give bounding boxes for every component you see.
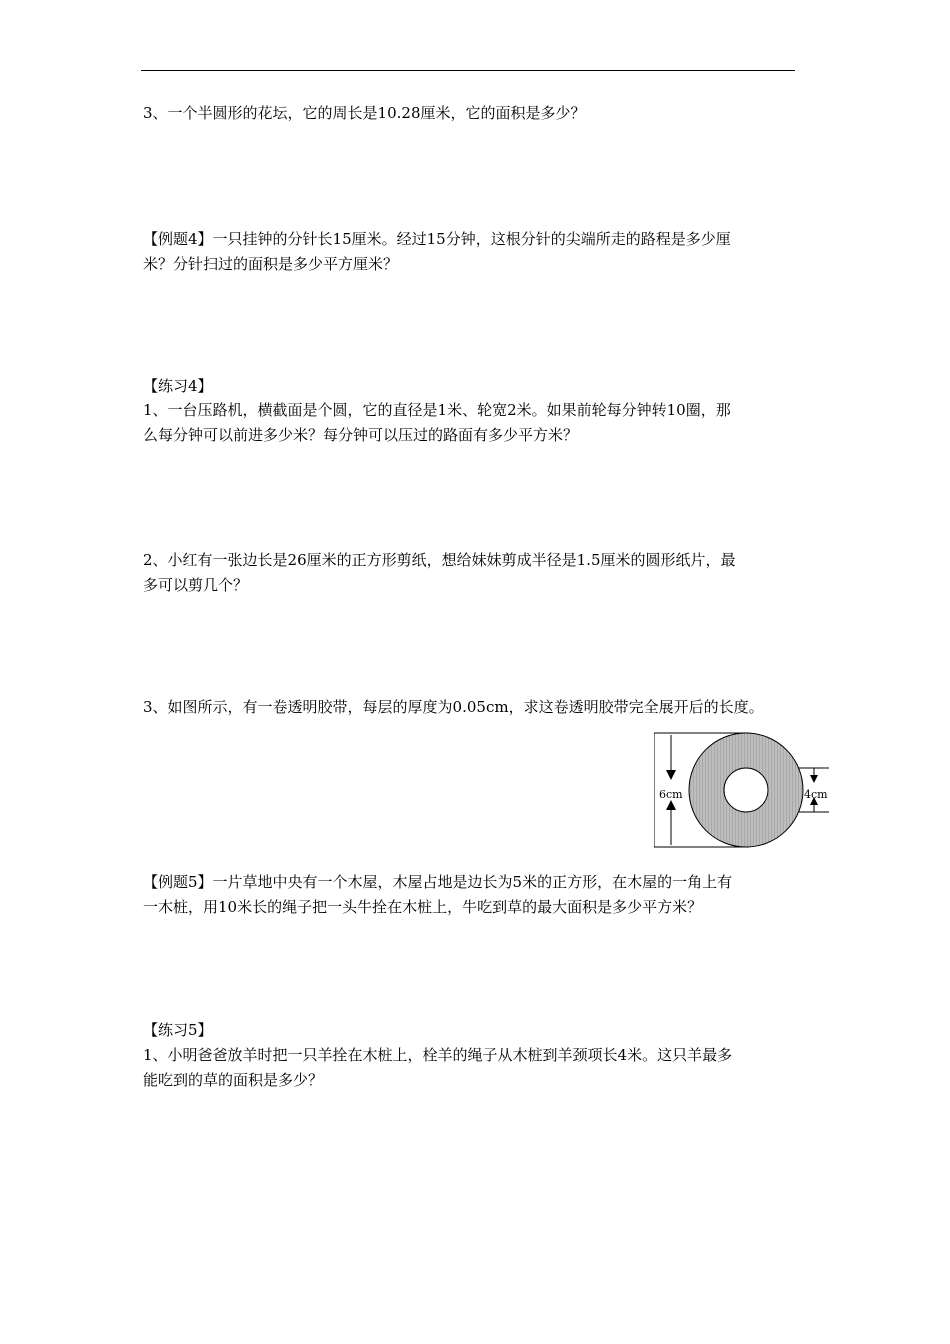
- practice-4-q3-line: 3、如图所示，有一卷透明胶带，每层的厚度为0.05cm，求这卷透明胶带完全展开后的长度。: [143, 698, 764, 716]
- q3-semicircle-line: 3、一个半圆形的花坛，它的周长是10.28厘米，它的面积是多少？: [143, 104, 586, 122]
- arrow-down-icon: [666, 770, 676, 780]
- q3-semicircle: [143, 101, 809, 126]
- practice-4-q2-line: 多可以剪几个？: [143, 576, 249, 594]
- outer-diameter-label: 6cm: [659, 788, 683, 801]
- arrow-up-icon: [666, 800, 676, 810]
- practice-4-heading: [143, 374, 809, 399]
- example-4: [143, 227, 809, 277]
- practice-4-q1: [143, 398, 809, 448]
- tape-inner-hole: [724, 768, 768, 812]
- practice-4-q1-line: 1、一台压路机，横截面是个圆，它的直径是1米、轮宽2米。如果前轮每分钟转10圈，那: [143, 401, 731, 419]
- example-5-line: 【例题5】一片草地中央有一个木屋，木屋占地是边长为5米的正方形，在木屋的一角上有: [143, 873, 733, 891]
- practice-5-q1-line: 1、小明爸爸放羊时把一只羊拴在木桩上，栓羊的绳子从木桩到羊颈项长4米。这只羊最多: [143, 1046, 733, 1064]
- example-5: [143, 870, 809, 920]
- practice-5-heading: [143, 1018, 809, 1043]
- practice-5-q1: [143, 1043, 809, 1093]
- header-rule: [141, 70, 795, 71]
- example-4-line: 米？分针扫过的面积是多少平方厘米？: [143, 255, 399, 273]
- practice-4-q2: [143, 548, 809, 598]
- example-4-line: 【例题4】一只挂钟的分针长15厘米。经过15分钟，这根分针的尖端所走的路程是多少厘: [143, 230, 731, 248]
- inner-diameter-label: 4cm: [804, 788, 828, 801]
- arrow-down-icon: [810, 775, 818, 783]
- practice-5-q1-line: 能吃到的草的面积是多少？: [143, 1071, 324, 1089]
- practice-4-heading-line: 【练习4】: [143, 377, 213, 395]
- practice-4-q2-line: 2、小红有一张边长是26厘米的正方形剪纸，想给妹妹剪成半径是1.5厘米的圆形纸片，最: [143, 551, 736, 569]
- practice-4-q1-line: 么每分钟可以前进多少米？每分钟可以压过的路面有多少平方米？: [143, 426, 579, 444]
- practice-5-heading-line: 【练习5】: [143, 1021, 213, 1039]
- practice-4-q3: [143, 695, 809, 720]
- tape-roll-figure: [654, 730, 834, 850]
- example-5-line: 一木桩，用10米长的绳子把一头牛拴在木桩上，牛吃到草的最大面积是多少平方米？: [143, 898, 703, 916]
